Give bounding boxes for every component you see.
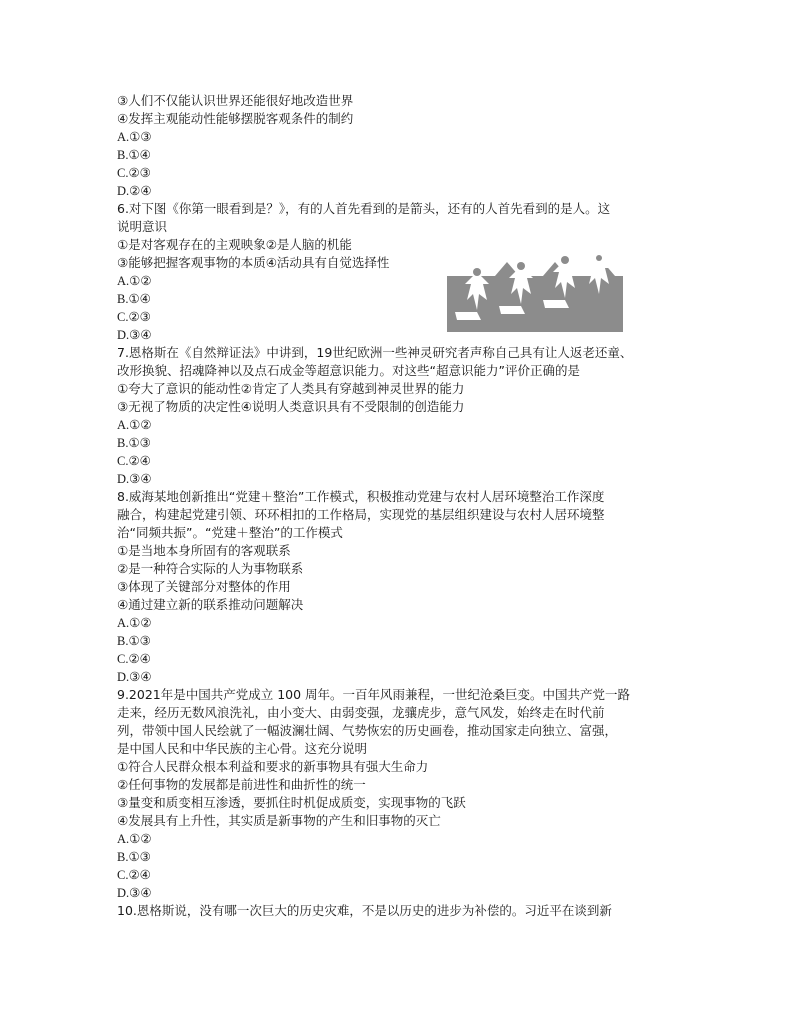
q6-statements-1-2: ①是对客观存在的主观映象②是人脑的机能 <box>117 237 352 252</box>
q8-stem-line-2: 融合，构建起党建引领、环环相扣的工作格局，实现党的基层组织建设与农村人居环境整 <box>117 507 605 522</box>
q6-figure-block <box>117 254 677 344</box>
q5-option-a: A.①③ <box>117 130 152 144</box>
q6-statements-3-4: ③能够把握客观事物的本质④活动具有自觉选择性 <box>117 255 390 270</box>
q8-option-d: D.③④ <box>117 670 152 684</box>
q7-statements-1-2: ①夸大了意识的能动性②肯定了人类具有穿越到神灵世界的能力 <box>117 381 465 396</box>
q9-statement-1: ①符合人民群众根本利益和要求的新事物具有强大生命力 <box>117 759 429 774</box>
q5-statement-3: ③人们不仅能认识世界还能很好地改造世界 <box>117 93 354 108</box>
q9-statement-2: ②任何事物的发展都是前进性和曲折性的统一 <box>117 777 366 792</box>
q5-statement-4: ④发挥主观能动性能够摆脱客观条件的制约 <box>117 111 354 126</box>
q9-statement-4: ④发展具有上升性，其实质是新事物的产生和旧事物的灭亡 <box>117 813 441 828</box>
q8-statement-3: ③体现了关键部分对整体的作用 <box>117 579 291 594</box>
q8-statement-4: ④通过建立新的联系推动问题解决 <box>117 597 304 612</box>
q9-stem-line-4: 是中国人民和中华民族的主心骨。这充分说明 <box>117 741 368 756</box>
q8-statement-2: ②是一种符合实际的人为事物联系 <box>117 561 304 576</box>
q9-option-c: C.②④ <box>117 868 151 882</box>
q6-option-a: A.①② <box>117 274 152 288</box>
q7-option-c: C.②④ <box>117 454 151 468</box>
q6-option-c: C.②③ <box>117 310 151 324</box>
q7-statements-3-4: ③无视了物质的决定性④说明人类意识具有不受限制的创造能力 <box>117 399 465 414</box>
q10-stem-line-1: 10.恩格斯说，没有哪一次巨大的历史灾难，不是以历史的进步为补偿的。习近平在谈到新 <box>117 903 612 918</box>
q7-stem-line-1: 7.恩格斯在《自然辩证法》中讲到，19世纪欧洲一些神灵研究者声称自己具有让人返老还童、 <box>117 345 633 360</box>
q6-stem-line-2: 说明意识 <box>117 219 168 234</box>
q8-option-a: A.①② <box>117 616 152 630</box>
arrows-people-illusion-image <box>447 254 623 332</box>
q5-option-c: C.②③ <box>117 166 151 180</box>
q9-option-a: A.①② <box>117 832 152 846</box>
q5-option-d: D.②④ <box>117 184 152 198</box>
exam-page <box>117 92 677 920</box>
q9-statement-3: ③量变和质变相互渗透，要抓住时机促成质变，实现事物的飞跃 <box>117 795 466 810</box>
q8-stem-line-1: 8.威海某地创新推出“党建＋整治”工作模式，积极推动党建与农村人居环境整治工作深度 <box>117 489 605 504</box>
q9-stem-line-1: 9.2021年是中国共产党成立 100 周年。一百年风雨兼程，一世纪沧桑巨变。中国共产党一路 <box>117 687 631 702</box>
q9-stem-line-2: 走来，经历无数风浪洗礼，由小变大、由弱变强，龙骧虎步，意气风发，始终走在时代前 <box>117 705 605 720</box>
q9-option-b: B.①③ <box>117 850 151 864</box>
q8-option-c: C.②④ <box>117 652 151 666</box>
q9-option-d: D.③④ <box>117 886 152 900</box>
q8-statement-1: ①是当地本身所固有的客观联系 <box>117 543 291 558</box>
q6-stem-line-1: 6.对下图《你第一眼看到是？》，有的人首先看到的是箭头，还有的人首先看到的是人。这 <box>117 201 611 216</box>
q8-stem-line-3: 治“同频共振”。“党建＋整治”的工作模式 <box>117 525 343 540</box>
q8-option-b: B.①③ <box>117 634 151 648</box>
q7-stem-line-2: 改形换貌、招魂降神以及点石成金等超意识能力。对这些“超意识能力”评价正确的是 <box>117 363 580 378</box>
q7-option-b: B.①③ <box>117 436 151 450</box>
q5-option-b: B.①④ <box>117 148 151 162</box>
q7-option-d: D.③④ <box>117 472 152 486</box>
q6-option-b: B.①④ <box>117 292 151 306</box>
q9-stem-line-3: 列，带领中国人民绘就了一幅波澜壮阔、气势恢宏的历史画卷，推动国家走向独立、富强， <box>117 723 618 738</box>
q7-option-a: A.①② <box>117 418 152 432</box>
q6-option-d: D.③④ <box>117 328 152 342</box>
